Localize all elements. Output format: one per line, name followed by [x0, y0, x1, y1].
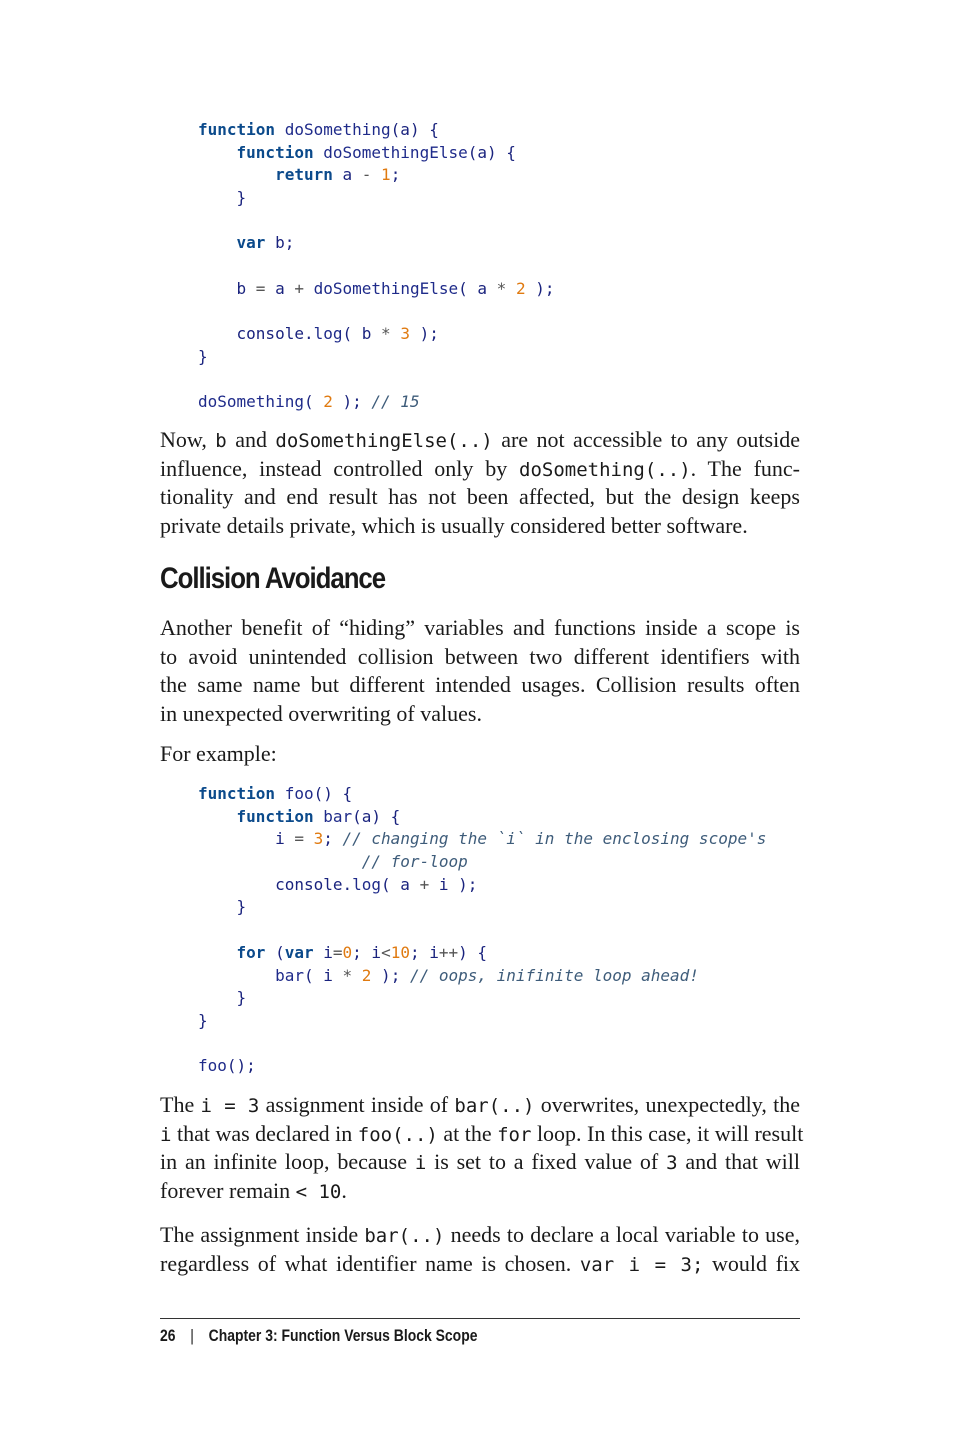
text-line: the same name but different intended usages. Collision results often: [160, 672, 800, 697]
text-span: *: [342, 965, 353, 985]
code-line: [198, 965, 766, 988]
text-span: [198, 233, 237, 252]
text-span: 3: [313, 829, 324, 849]
text-span: =: [294, 829, 304, 849]
code-line: }: [198, 346, 208, 366]
text-span: regardless of what identifier name is chosen.: [160, 1250, 580, 1276]
section-heading: Collision Avoidance: [160, 562, 386, 595]
text-span: function: [198, 120, 276, 139]
text-span: // for-loop: [361, 852, 468, 872]
code-line-blank: [198, 369, 554, 392]
text-span: [371, 165, 381, 184]
text-span: ( a: [381, 874, 420, 894]
text-span: < 10: [295, 1180, 342, 1203]
text-line: to avoid unintended collision between two different identifiers with: [160, 643, 800, 669]
text-span: and that will: [677, 1149, 800, 1174]
text-span: Now,: [160, 427, 216, 452]
text-span: console.: [198, 324, 314, 344]
text-line: [160, 1177, 800, 1206]
text-line: private details private, which is usually considered better software.: [160, 512, 748, 538]
text-span: [275, 120, 285, 139]
text-span: in an infinite loop, because: [160, 1149, 415, 1174]
text-span: () {: [313, 784, 353, 803]
text-span: log: [313, 324, 343, 344]
text-span: . The func-: [690, 455, 800, 481]
text-span: doSomething: [284, 120, 391, 139]
text-span: influence, instead controlled only by: [160, 455, 520, 481]
text-span: i: [313, 942, 333, 962]
code-line: [198, 783, 766, 806]
text-span: (a) {: [390, 120, 439, 139]
text-span: 1: [381, 165, 391, 185]
text-span: [304, 279, 314, 298]
code-line: [198, 278, 554, 301]
code-line: }: [198, 188, 247, 208]
text-line: For example:: [160, 741, 277, 766]
code-line-blank: [198, 255, 554, 278]
text-span: The: [160, 1092, 201, 1117]
text-span: [506, 279, 516, 298]
text-span: for: [236, 942, 266, 962]
text-span: );: [409, 324, 439, 344]
text-span: forever remain: [160, 1177, 296, 1203]
chapter-title: Chapter 3: Function Versus Block Scope: [208, 1326, 478, 1345]
text-span: that was declared in: [171, 1120, 358, 1146]
text-span: function: [236, 806, 314, 826]
code-line: [198, 851, 766, 874]
text-span: doSomething: [198, 392, 304, 412]
text-span: [198, 943, 237, 962]
code-line: [198, 874, 766, 897]
paragraph-scope-hiding: [160, 426, 800, 540]
text-span: [314, 807, 324, 826]
code-block-foo: [198, 783, 766, 1078]
text-line: in unexpected overwriting of values.: [160, 700, 482, 726]
text-line: [160, 455, 800, 484]
text-span: [198, 966, 275, 985]
text-span: i: [198, 829, 295, 849]
code-line-blank: [198, 210, 554, 233]
text-span: bar(..): [364, 1225, 445, 1247]
code-line: [198, 806, 766, 829]
text-line: tionality and end result has not been affected, but the design keeps: [160, 484, 800, 509]
code-line: [198, 828, 766, 851]
text-span: ) {: [458, 942, 488, 962]
text-span: i: [160, 1123, 172, 1146]
text-span: ;: [323, 829, 343, 849]
text-span: // oops, inifinite loop ahead!: [409, 965, 699, 985]
text-span: 3: [666, 1152, 678, 1174]
text-span: ( b: [342, 324, 382, 344]
text-span: [304, 829, 314, 848]
text-span: var: [236, 233, 266, 253]
text-span: 2: [515, 278, 526, 298]
text-span: i = 3: [200, 1095, 260, 1117]
text-span: <: [381, 942, 391, 962]
footer-separator: |: [190, 1326, 194, 1345]
text-span: doSomethingElse(..): [275, 430, 493, 452]
text-span: 2: [361, 965, 372, 985]
text-span: // changing the `i` in the enclosing scope's: [342, 829, 767, 849]
text-span: .: [341, 1177, 347, 1203]
text-span: overwrites, unexpectedly, the: [534, 1092, 801, 1117]
text-span: ( i: [303, 965, 343, 985]
paragraph-for-example: [160, 740, 800, 769]
text-line: [160, 1250, 800, 1279]
text-span: [198, 143, 237, 162]
text-span: [198, 807, 237, 826]
text-span: ; i: [409, 942, 439, 962]
text-span: 10: [390, 942, 410, 962]
paragraph-local-variable: [160, 1221, 800, 1278]
text-span: 0: [342, 942, 353, 962]
code-line: [198, 119, 554, 142]
code-line: [198, 1055, 766, 1078]
text-span: ; i: [352, 942, 382, 962]
paragraph-overwrite: [160, 1091, 804, 1205]
text-span: 3: [400, 324, 410, 344]
page-footer: [160, 1326, 477, 1346]
text-span: at the: [437, 1120, 498, 1146]
code-line: [198, 232, 554, 255]
text-span: ++: [438, 942, 459, 962]
text-span: b;: [265, 233, 295, 253]
text-span: and: [226, 427, 276, 452]
text-span: would fix: [703, 1250, 801, 1276]
code-line: }: [198, 1010, 208, 1030]
text-line: [160, 1091, 800, 1120]
text-span: [198, 165, 275, 184]
text-span: ( a: [458, 278, 497, 298]
text-span: The assignment inside: [160, 1222, 365, 1247]
text-span: (a) {: [352, 806, 401, 826]
text-span: console.: [198, 874, 353, 894]
text-span: [352, 966, 362, 985]
text-span: (a) {: [467, 142, 516, 162]
text-span: are not accessible to any outside: [492, 427, 800, 452]
text-span: foo: [284, 784, 314, 803]
text-span: [391, 324, 401, 343]
text-span: *: [496, 278, 507, 298]
code-line: }: [198, 897, 247, 917]
code-line: [198, 142, 554, 165]
text-span: bar: [275, 965, 304, 985]
text-span: foo(..): [357, 1123, 438, 1146]
text-span: 2: [323, 392, 333, 412]
text-line: [160, 426, 800, 455]
paragraph-collision: [160, 614, 800, 728]
text-line: [160, 1148, 800, 1177]
text-span: =: [255, 278, 266, 298]
text-span: bar: [323, 806, 353, 826]
text-span: doSomethingElse: [323, 142, 468, 162]
text-span: doSomethingElse: [313, 278, 459, 298]
text-line: [160, 1120, 804, 1149]
text-span: return: [275, 165, 333, 185]
text-span: ;: [390, 165, 401, 185]
code-line: [198, 942, 766, 965]
code-line: [198, 164, 554, 187]
page-number: 26: [160, 1326, 176, 1345]
code-line-blank: [198, 919, 766, 942]
text-span: [198, 852, 362, 871]
text-span: a: [265, 278, 295, 298]
text-span: // 15: [371, 392, 420, 412]
code-line: [198, 391, 554, 414]
text-span: b: [198, 278, 256, 298]
text-span: b: [215, 430, 227, 452]
text-span: doSomething(..): [519, 458, 691, 481]
footer-divider: [160, 1318, 800, 1319]
text-span: -: [361, 165, 372, 185]
text-span: [275, 784, 285, 803]
text-span: =: [332, 942, 343, 962]
text-span: function: [198, 784, 276, 803]
text-span: var: [284, 942, 314, 962]
code-line-blank: [198, 1033, 766, 1056]
text-span: (: [265, 942, 285, 962]
code-line: [198, 323, 554, 346]
text-span: function: [236, 142, 314, 162]
text-span: );: [332, 392, 372, 412]
text-span: );: [525, 278, 555, 298]
text-span: log: [352, 874, 382, 894]
text-span: for: [497, 1123, 532, 1146]
text-span: var i = 3;: [579, 1253, 704, 1276]
text-span: [314, 143, 324, 162]
text-span: bar(..): [454, 1095, 535, 1117]
code-line-blank: [198, 301, 554, 324]
text-span: *: [381, 324, 391, 344]
text-line: [160, 1221, 800, 1250]
text-span: is set to a fixed value of: [426, 1149, 667, 1174]
text-span: +: [419, 874, 430, 894]
text-span: foo: [198, 1056, 227, 1076]
text-span: ();: [226, 1056, 256, 1076]
text-span: +: [294, 278, 304, 298]
text-line: Another benefit of “hiding” variables and functions inside a scope is: [160, 615, 800, 640]
text-span: needs to declare a local variable to use,: [444, 1222, 800, 1247]
text-span: i );: [429, 874, 478, 894]
text-span: (: [303, 392, 324, 412]
text-span: a: [332, 165, 362, 185]
text-span: i: [414, 1152, 427, 1174]
code-line: }: [198, 988, 247, 1008]
text-span: assignment inside of: [259, 1092, 455, 1117]
text-span: loop. In this case, it will result: [531, 1120, 804, 1146]
text-span: );: [371, 965, 410, 985]
code-block-dosomething: [198, 119, 554, 414]
